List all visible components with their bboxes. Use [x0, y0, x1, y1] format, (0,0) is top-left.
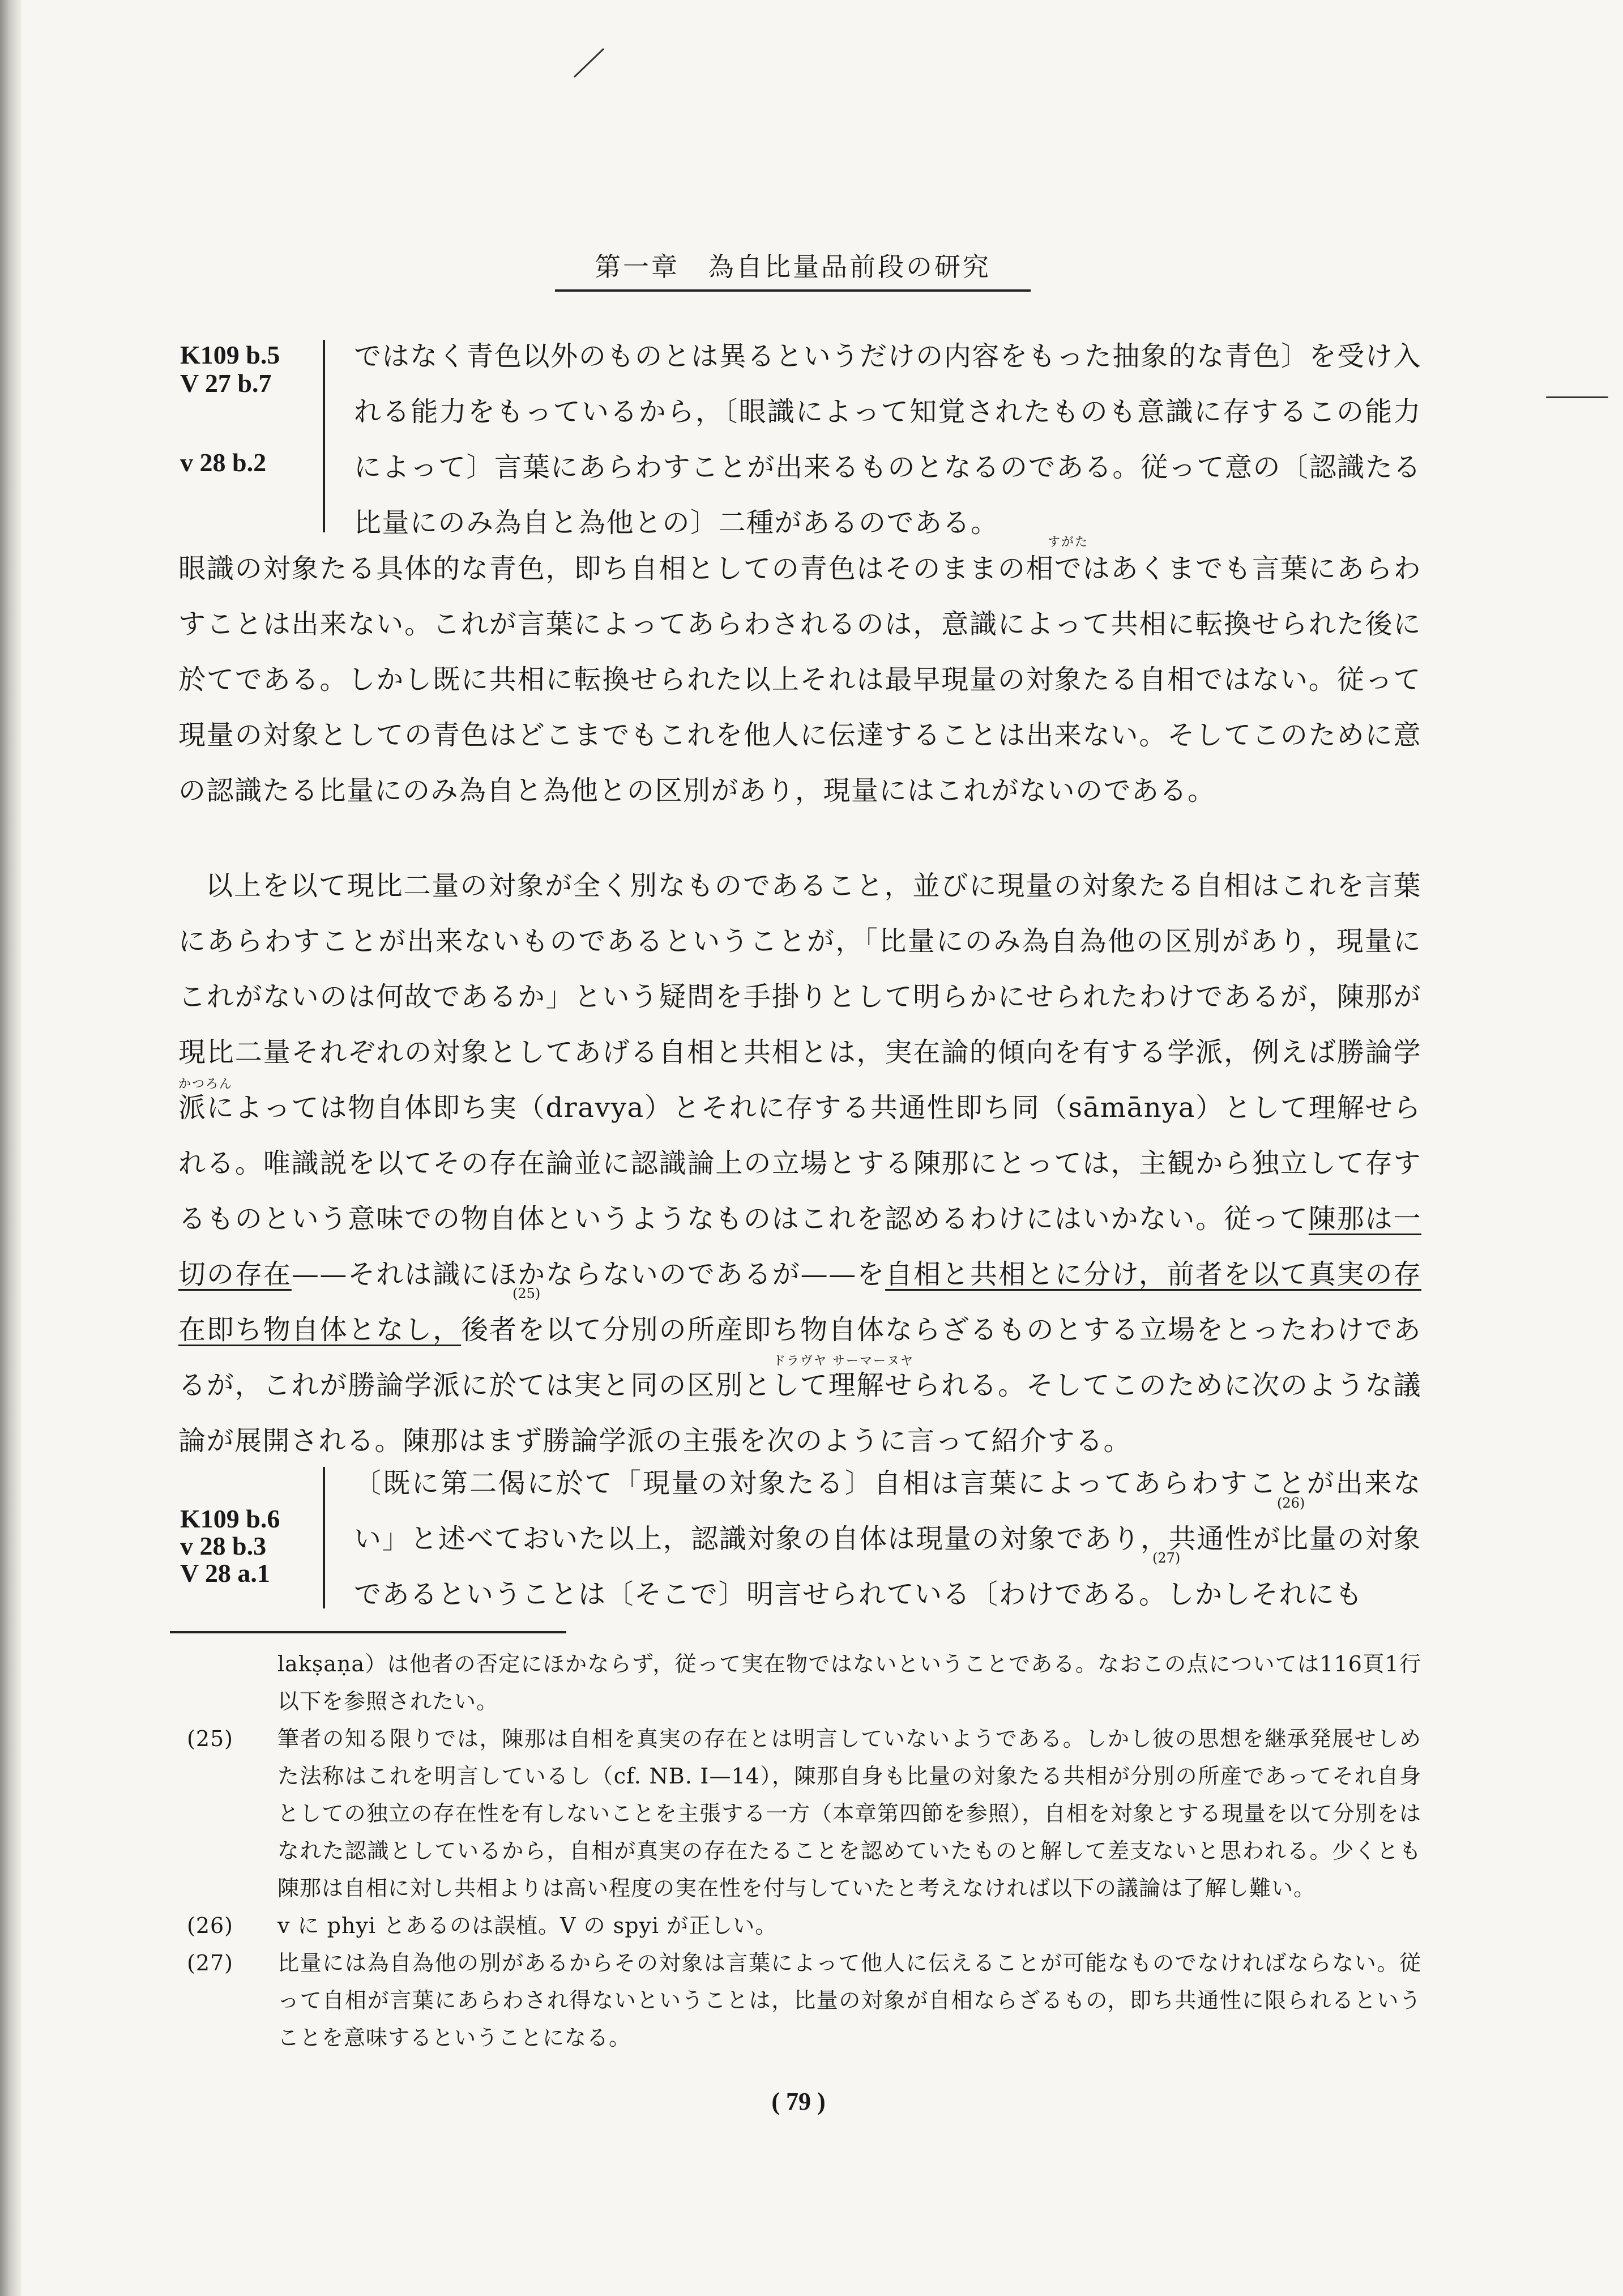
- footnote-number: (26): [187, 1913, 234, 1938]
- paragraph-2-part2: 後者を以て分別の所産即ち物自体ならざるものとする立場をとったわけであるが，これが勝論学派に於ては実と同の区別として理解せられる。そしてこのために次のような議論が展開される。陳那はまず勝論学派の主張を次のように言って紹介する。: [178, 1314, 1421, 1457]
- footnote-rule: [170, 1631, 566, 1633]
- footnote-continued: [187, 1645, 1421, 1720]
- block1-ref-3: v 28 b.2: [180, 448, 267, 477]
- footnote-26: [187, 1907, 1421, 1944]
- furigana-katsuron: かつろん: [178, 1077, 233, 1091]
- note-ref-27: (27): [1152, 1550, 1181, 1566]
- running-head: 第一章 為自比量品前段の研究: [555, 246, 1031, 292]
- footnote-25: [187, 1720, 1421, 1907]
- block2-ref-1: K109 b.6: [180, 1504, 280, 1533]
- paragraph-1: 眼識の対象たる具体的な青色，即ち自相としての青色はそのままの相ではあくまでも言葉にあらわすことは出来ない。これが言葉によってあらわされるのは，意識によって共相に転換せられた後に於てである。しかし既に共相に転換せられた以上それは最早現量の対象たる自相ではない。従って現量の対象としての青色はどこまでもこれを他人に伝達することは出来ない。そしてこのために意の認識たる比量にのみ為自と為他との区別があり，現量にはこれがないのである。: [178, 553, 1421, 806]
- paragraph-2-dash-clause: ——それは識にほかならないのであるが——を: [291, 1258, 886, 1290]
- block2-references: [180, 1504, 316, 1606]
- block1-references: [180, 340, 316, 544]
- block2-ref-3: V 28 a.1: [180, 1559, 270, 1587]
- block1-quote-text: ではなく青色以外のものとは異るというだけの内容をもった抽象的な青色〕を受け入れる能力をもっているから，〔眼識によって知覚されたものも意識に存するこの能力によって〕言葉にあらわすことが出来るものとなるのである。従って意の〔認識たる比量にのみ為自と為他との〕二種があるのである。: [354, 340, 1421, 539]
- footnote-text: lakṣaṇa）は他者の否定にほかならず，従って実在物ではないということである。なおこの点については116頁1行以下を参照されたい。: [277, 1651, 1421, 1714]
- note-ref-26: (26): [1277, 1495, 1305, 1511]
- paragraph-2-part1: 以上を以て現比二量の対象が全く別なものであること，並びに現量の対象たる自相はこれを言葉にあらわすことが出来ないものであるということが，「比量にのみ為自為他の区別があり，現量にこれがないのは何故であるか」という疑問を手掛りとして明らかにせられたわけであるが，陳那が現比二量それぞれの対象としてあげる自相と共相とは，実在論的傾向を有する学派，例えば勝論学派によっては物自体即ち実（dravya）とそれに存する共通性即ち同（sāmānya）として理解せられる。唯識説を以てその存在論並に認識論上の立場とする陳那にとっては，主観から独立して存するものという意味での物自体というようなものはこれを認めるわけにはいかない。従って: [178, 870, 1421, 1235]
- block2-ref-2: v 28 b.3: [180, 1531, 267, 1560]
- block2-side-bar: [323, 1467, 325, 1608]
- block1-ref-1: K109 b.5: [180, 340, 280, 369]
- underlined-phrase-1: 陳那は一切の存在: [178, 1203, 1421, 1290]
- furigana-sugata: すがた: [1048, 535, 1089, 549]
- note-ref-25: (25): [512, 1286, 541, 1301]
- scan-shadow-edge: [0, 0, 22, 2296]
- footnote-number: (27): [187, 1951, 234, 1975]
- margin-pen-dash: [1546, 396, 1608, 398]
- footnote-number: (25): [187, 1726, 234, 1751]
- page-number: ( 79 ): [771, 2088, 826, 2115]
- footnote-text: 筆者の知る限りでは，陳那は自相を真実の存在とは明言していないようである。しかし彼の思想を継承発展せしめた法称はこれを明言しているし（cf. NB. I—14），陳那自身も比量の対象たる共相が分別の所産であってそれ自身としての独立の存在性を有しないことを主張する一方（本章第四節を参照），自相を対象とする現量を以て分別をはなれた認識としているから，自相が真実の存在たることを認めていたものと解して差支ないと思われる。少くとも陳那は自相に対し共相よりは高い程度の実在性を付与していたと考えなければ以下の議論は了解し難い。: [277, 1726, 1421, 1901]
- furigana-samanya: サーマーヌヤ: [832, 1354, 915, 1368]
- pen-stroke-mark: [572, 45, 606, 79]
- underlined-phrase-2: 自相と共相とに分け，前者を以て真実の存在即ち物自体となし，: [178, 1258, 1421, 1346]
- footnote-text: 比量には為自為他の別があるからその対象は言葉によって他人に伝えることが可能なものでなければならない。従って自相が言葉にあらわされ得ないということは，比量の対象が自相ならざるもの，即ち共通性に限られるということを意味するということになる。: [277, 1951, 1421, 2050]
- footnotes: [187, 1645, 1421, 2056]
- furigana-dravya: ドラヴヤ: [773, 1354, 828, 1368]
- block1-side-bar: [323, 340, 325, 532]
- block1-ref-2: V 27 b.7: [180, 369, 272, 398]
- block2-quote-text: 〔既に第二偈に於て「現量の対象たる〕自相は言葉によってあらわすことが出来ない」と述べておいた以上，認識対象の自体は現量の対象であり，共通性が比量の対象であるということは〔そこで〕明言せられている〔わけである。しかしそれにも: [354, 1467, 1421, 1610]
- paragraph-2: [178, 858, 1421, 1469]
- footnote-text: v に phyi とあるのは誤植。V の spyi が正しい。: [277, 1913, 778, 1938]
- footnote-27: [187, 1944, 1421, 2056]
